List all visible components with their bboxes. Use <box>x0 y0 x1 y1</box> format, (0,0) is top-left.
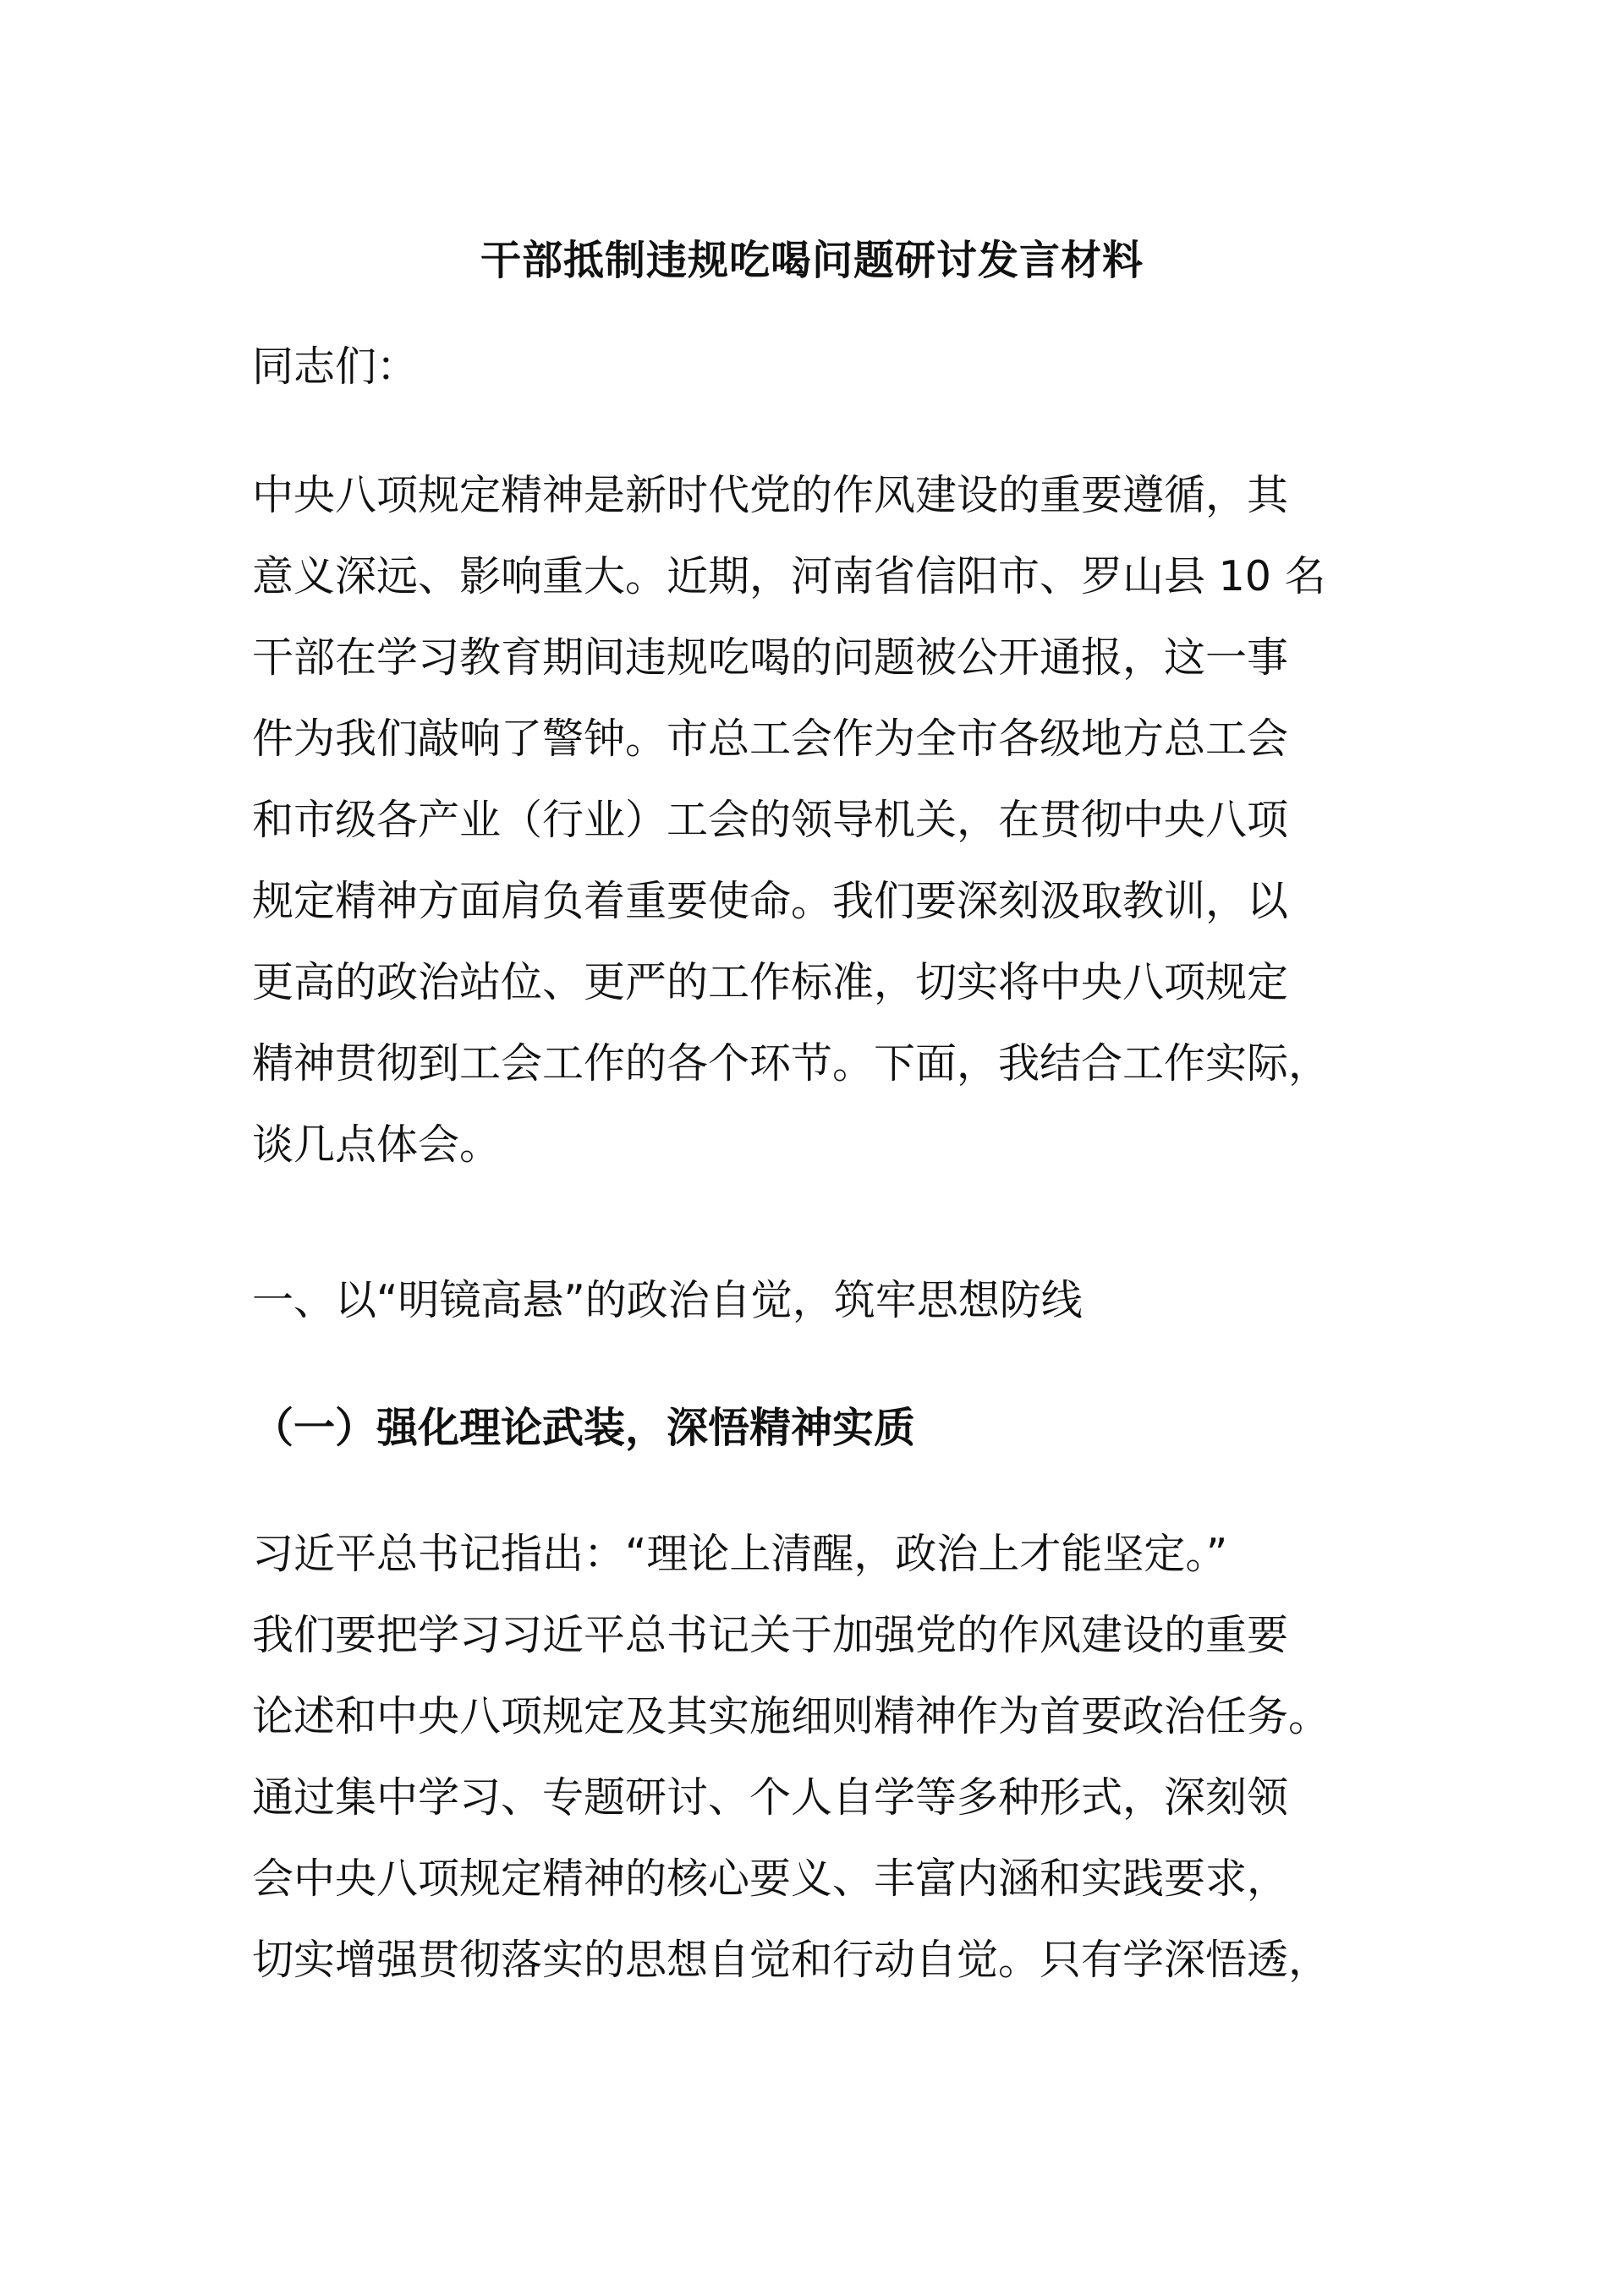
paragraph-line: 论述和中央八项规定及其实施细则精神作为首要政治任务。 <box>252 1692 1330 1740</box>
paragraph-line: 规定精神方面肩负着重要使命。我们要深刻汲取教训，以 <box>252 877 1289 925</box>
paragraph-line: 切实增强贯彻落实的思想自觉和行动自觉。只有学深悟透， <box>252 1936 1330 1984</box>
greeting: 同志们： <box>252 342 419 391</box>
paragraph-line: 中央八项规定精神是新时代党的作风建设的重要遵循，其 <box>252 471 1289 519</box>
paragraph-line: 精神贯彻到工会工作的各个环节。下面，我结合工作实际， <box>252 1039 1330 1088</box>
subsection-heading: （一）强化理论武装，深悟精神实质 <box>252 1404 916 1452</box>
paragraph-line: 我们要把学习习近平总书记关于加强党的作风建设的重要 <box>252 1611 1289 1659</box>
document-title: 干部抵制违规吃喝问题研讨发言材料 <box>480 237 1144 284</box>
paragraph-line: 会中央八项规定精神的核心要义、丰富内涵和实践要求， <box>252 1855 1289 1903</box>
paragraph-line: 谈几点体会。 <box>252 1121 502 1169</box>
paragraph-line: 意义深远、影响重大。近期，河南省信阳市、罗山县 10 名 <box>252 552 1326 600</box>
paragraph-line: 干部在学习教育期间违规吃喝的问题被公开通报，这一事 <box>252 633 1289 682</box>
paragraph-line: 件为我们敲响了警钟。市总工会作为全市各级地方总工会 <box>252 715 1289 763</box>
paragraph-line: 习近平总书记指出：“理论上清醒，政治上才能坚定。” <box>252 1530 1228 1578</box>
paragraph-line: 和市级各产业（行业）工会的领导机关，在贯彻中央八项 <box>252 796 1289 844</box>
section-heading: 一、以“明镜高悬”的政治自觉，筑牢思想防线 <box>252 1276 1083 1324</box>
paragraph-theory <box>252 1514 1377 2001</box>
paragraph-intro <box>252 455 1377 1186</box>
paragraph-line: 通过集中学习、专题研讨、个人自学等多种形式，深刻领 <box>252 1773 1289 1822</box>
paragraph-line: 更高的政治站位、更严的工作标准，切实将中央八项规定 <box>252 958 1289 1006</box>
